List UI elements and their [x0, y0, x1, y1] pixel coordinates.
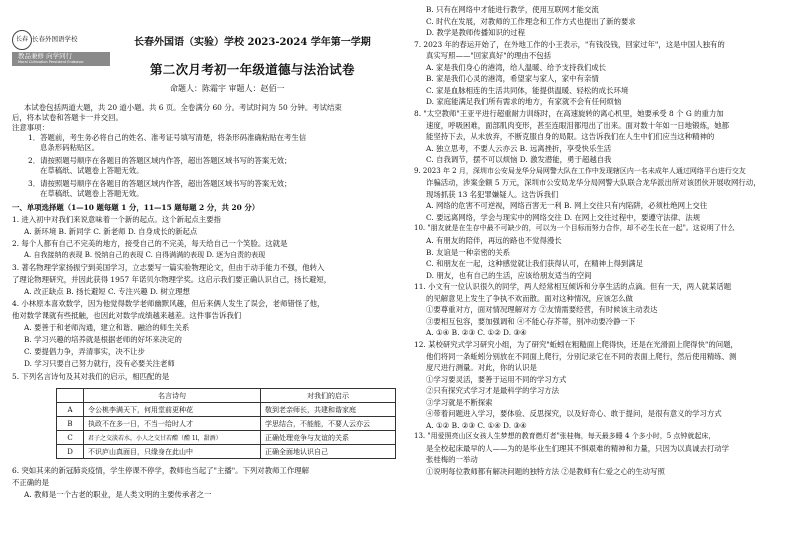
table-row	[57, 431, 396, 445]
table-row	[57, 417, 396, 431]
question-option: C. 家是血脉相连的生活共同体，能提供温暖、轻松的成长环境	[426, 85, 629, 95]
question-option: B. 只有在网络中才能进行教学，使用互联网才能交流	[426, 5, 599, 14]
question-option: A. 家是我们身心的港湾，给人温暖、给予支持我们成长	[426, 62, 607, 72]
question-option: A. 独立思考，不要人云亦云 B. 远离挫折，享受快乐生活	[426, 143, 612, 153]
question-option: ③要相互包容，要加强调和 ④不能心存芥蒂，别冲动要冷静一下	[426, 316, 636, 326]
table-header-cell: 名言诗句	[84, 389, 261, 403]
question-option: ①说明每位教师都有解决问题的独特方法 ②是教师有仁爱之心的生动写照	[426, 467, 665, 476]
question-option: 的见解意见上发生了争执不欢而散。面对这种情况，应该怎么做	[426, 293, 633, 303]
question-option: 诈骗活动，涉案金额 5 万元，深圳市公安局龙华分局网警大队联合龙华派出所对该团伙开展收网行动，	[426, 178, 761, 188]
question-option: D. 学习只要自己努力就行，没有必要关注老师	[24, 359, 175, 368]
question-line: 8. "太空教师"王亚平进行超重耐力训练时，在高速旋转的离心机里，她要承受 8 个 G 的重力加	[414, 108, 724, 118]
question-line: 2. 每个人都有自己不完美的地方，接受自己的不完美，每天给自己一个笑脸。这就是	[12, 239, 288, 248]
question-option: A. ①④ B. ②③ C. ①② D. ③④	[426, 328, 527, 338]
table-row	[57, 403, 396, 417]
question-line: 4. 小林原本喜欢数学，因为他觉得数学老师幽默风趣，但后来俩人发生了误会，老师错怪了他，	[12, 299, 325, 308]
note-line: 1．答题前，考生务必将自己的姓名、准考证号填写清楚，将条形码准确粘贴在考生信	[28, 133, 307, 142]
table-cell: 执政不在多一日，不当一给时人才	[84, 417, 261, 431]
exam-header: 长春外国语（实验）学校 2023-2024 学年第一学期	[134, 37, 371, 48]
table-cell: 君子之交淡若水，小人之交甘若醴（醴 1l，甜酒）	[84, 431, 261, 445]
question-option: A. 有朋友的陪伴，再远的路也不觉得漫长	[426, 236, 562, 245]
question-line: 9. 2023 年 2 月，深圳市公安局龙华分局网警大队在工作中发现辖区内一名未成年人通过网络平台进行交友	[414, 166, 746, 175]
question-option: 张桂梅的一举动	[426, 455, 478, 465]
quotes-table	[56, 388, 396, 459]
question-option: C. 要远离网络，学会与现实中的网络交往 D. 在网上交往过程中，要遵守法律、法规	[426, 212, 701, 222]
question-line: 1. 进入初中对我们来说意味着一个新的起点。这个新起点主要指	[12, 215, 221, 224]
question-option: A. ①② B. ②③ C. ①④ D. ③④	[426, 420, 527, 430]
question-option: C. 和朋友在一起，这种感觉就让我们获得认可，在精神上得到满足	[426, 259, 644, 269]
school-seal-icon: 长春	[12, 30, 32, 50]
table-cell: C	[57, 431, 84, 445]
question-option: B. 友谊是一种亲密的关系	[426, 247, 511, 257]
question-line: 3. 著名物理学家扬振宁到美国学习，立志要写一篇实验物理论文，但由于动手能力不强，他转入	[12, 263, 325, 272]
note-line: 3．请按照题号顺序在各题目的答题区域内作答，超出答题区域书写的答案无效；	[28, 179, 292, 188]
exam-authors: 命题人：陈霜宇 审题人：赵佰一	[170, 84, 285, 93]
question-option: ④带着问题进入学习，要体验、反思探究，以及好奇心、敢于提问，是很有意义的学习方式	[426, 409, 722, 419]
school-motto-en: Moral Cultivation Persistent Endeavor	[18, 60, 84, 64]
table-cell: 正确全面地认识自己	[261, 445, 396, 459]
question-line: 11. 小文有一位认识很久的同学，两人经常相互倾诉和分享生活的点滴。但有一天，两人就某话题	[414, 282, 732, 292]
question-line: 6. 突如其来的新冠肺炎疫情，学生停课不停学，教师也当起了"主播"。下列对教师工作理解	[12, 466, 310, 475]
note-line: 2．请按照题号顺序在各题目的答题区域内作答，超出答题区域书写的答案无效；	[28, 156, 292, 165]
note-line: 在草稿纸、试题卷上答题无效。	[40, 189, 144, 198]
question-line: 10. "朋友就是在生存中最不可缺少的，可以为一个目标而努力合作，却不必生长在一起"。这说明了什么	[414, 224, 735, 233]
school-logo	[12, 30, 110, 66]
table-cell: 敬到老亲师长，共建和谐家庭	[261, 403, 396, 417]
school-motto: 教品兼修 向学同行	[18, 52, 73, 60]
question-option: 度尺进行测量。对此，你的认识是	[426, 363, 537, 373]
table-cell: 学思结合，不能能，不要人云亦云	[261, 417, 396, 431]
question-options: A. 自我接纳的表现 B. 悦纳自己的表现 C. 自得满满的表现 D. 逐为自责的表现	[24, 251, 266, 259]
table-row	[57, 445, 396, 459]
question-line: 5. 下列名言诗句及其对我们的启示，相匹配的是	[12, 372, 170, 381]
question-option: C. 自我调节，摆不可以烦恼 D. 激发潜能，勇于超越自我	[426, 155, 612, 165]
question-option: 他们将同一条蚯蚓分别放在不同面上爬行，分别记录它在不同的表面上爬行，然后使用精练、测	[426, 351, 737, 361]
table-header-row	[57, 389, 396, 403]
question-line: 12. 某校研究式学习研究小组，为了研究"蚯蚓在粗糙面上爬得快，还是在光滑面上爬得快"的问题，	[414, 339, 738, 349]
question-option: C. 时代在发展，对教师的工作理念和工作方式也提出了新的要求	[426, 16, 636, 26]
question-options: A. 新环境 B. 新同学 C. 新老师 D. 自身成长的新起点	[24, 227, 198, 236]
question-option: C. 要提倡力争，弄清事实，决不让步	[24, 347, 145, 356]
question-line: 了理论物理研究，并因此获得 1957 年诺贝尔物理学奖。这启示我们要正确认识自己，扬长避短，	[12, 275, 332, 284]
question-line: 7. 2023 年的春运开始了，在外地工作的小王表示，"有钱没钱，回家过年"，这是中国人独有的	[414, 39, 725, 49]
question-option: 是全校起床最早的人——为的是毕业生们理其不惧艰难的精神和力量，只因为以真诚去打动学	[426, 443, 730, 453]
note-line: 在草稿纸、试题卷上答题无效。	[40, 166, 144, 175]
question-option: A. 教师是一个古老的职业，是人类文明的主要传承者之一	[24, 490, 212, 499]
question-option: 能坚持下去，从未放弃，不断克服自身的局限。这告诉我们在人生中们们应当这种精神的	[426, 132, 715, 142]
table-cell: 令公桃李满天下，何用堂前更种花	[84, 403, 261, 417]
school-name: 长春外国语学校	[32, 35, 78, 43]
question-option: D. 教学是教师传播知识的过程	[426, 28, 526, 38]
question-options: A. 改正缺点 B. 扬长避短 C. 专注兴趣 D. 树立理想	[24, 287, 190, 296]
notes-title: 注意事项：	[12, 123, 49, 132]
question-option: ②只有探究式学习才是最科学的学习方法	[426, 386, 560, 396]
question-option: B. 家是我们心灵的港湾，希望家与家人，家中有亲情	[426, 74, 599, 84]
question-option: ①要尊重对方，面对情况理解对方 ②友情需要经营，有时候该主动表达	[426, 305, 658, 315]
note-line: 息条形码粘贴区。	[40, 143, 100, 152]
table-header-cell: 对我们的启示	[261, 389, 396, 403]
question-option: B. 学习兴趣的培养就是根据老师的好坏来决定的	[24, 335, 182, 344]
question-option: 真实写照——"回家真好"的理由不包括	[426, 51, 552, 61]
question-option: ③学习就是不断探索	[426, 397, 493, 407]
school-motto-band	[12, 52, 110, 66]
question-option: A. 要善于和老师沟通，建立和谐、融洽的师生关系	[24, 323, 190, 332]
question-option: 速度，呼吸困难，面部肌肉变形，甚至连眼泪都甩出了出来。面对数十年如一日地锻炼，她都	[426, 120, 730, 130]
intro-line: 后，将本试卷和答题卡一并交回。	[12, 113, 123, 122]
question-option: 现场抓获 13 名犯罪嫌疑人。这告诉我们	[426, 189, 559, 199]
question-option: D. 家庭能满足我们所有需求的地方，有家就不会有任何烦恼	[426, 97, 622, 107]
section-heading: 一、单项选择题（1—10 题每题 1 分，11—15 题每题 2 分，共 20 分）	[12, 203, 260, 212]
question-line: 13. "用爱照亮山区女孩人生梦想的教育燃灯者"张桂梅，每天最多睡 4 个多小时，5 点钟就起床，	[414, 432, 716, 441]
question-line: 他对数学课就有些抵触，也因此对数学成绩越来越差。这件事告诉我们	[12, 311, 242, 320]
table-cell: B	[57, 417, 84, 431]
table-header-cell	[57, 389, 84, 403]
question-option: D. 朋友，也有自己的生活，应该给朋友适当的空间	[426, 270, 592, 280]
table-cell: 正确处理竞争与友谊的关系	[261, 431, 396, 445]
question-option: ①学习要灵活，要善于运用不同的学习方式	[426, 374, 567, 384]
table-cell: D	[57, 445, 84, 459]
table-cell: 不识庐山真面目，只缘身在此山中	[84, 445, 261, 459]
question-line: 不正确的是	[12, 478, 49, 487]
question-option: A. 网络的危害不可逆视，网络百害无一利 B. 网上交往只有内陷阱，必须杜绝网上交往	[426, 201, 708, 211]
table-cell: A	[57, 403, 84, 417]
intro-line: 本试卷包括两道大题，共 20 道小题。共 6 页。全卷满分 60 分。考试时间为 50 分钟。考试结束	[24, 103, 342, 112]
exam-title: 第二次月考初一年级道德与法治试卷	[150, 62, 355, 77]
